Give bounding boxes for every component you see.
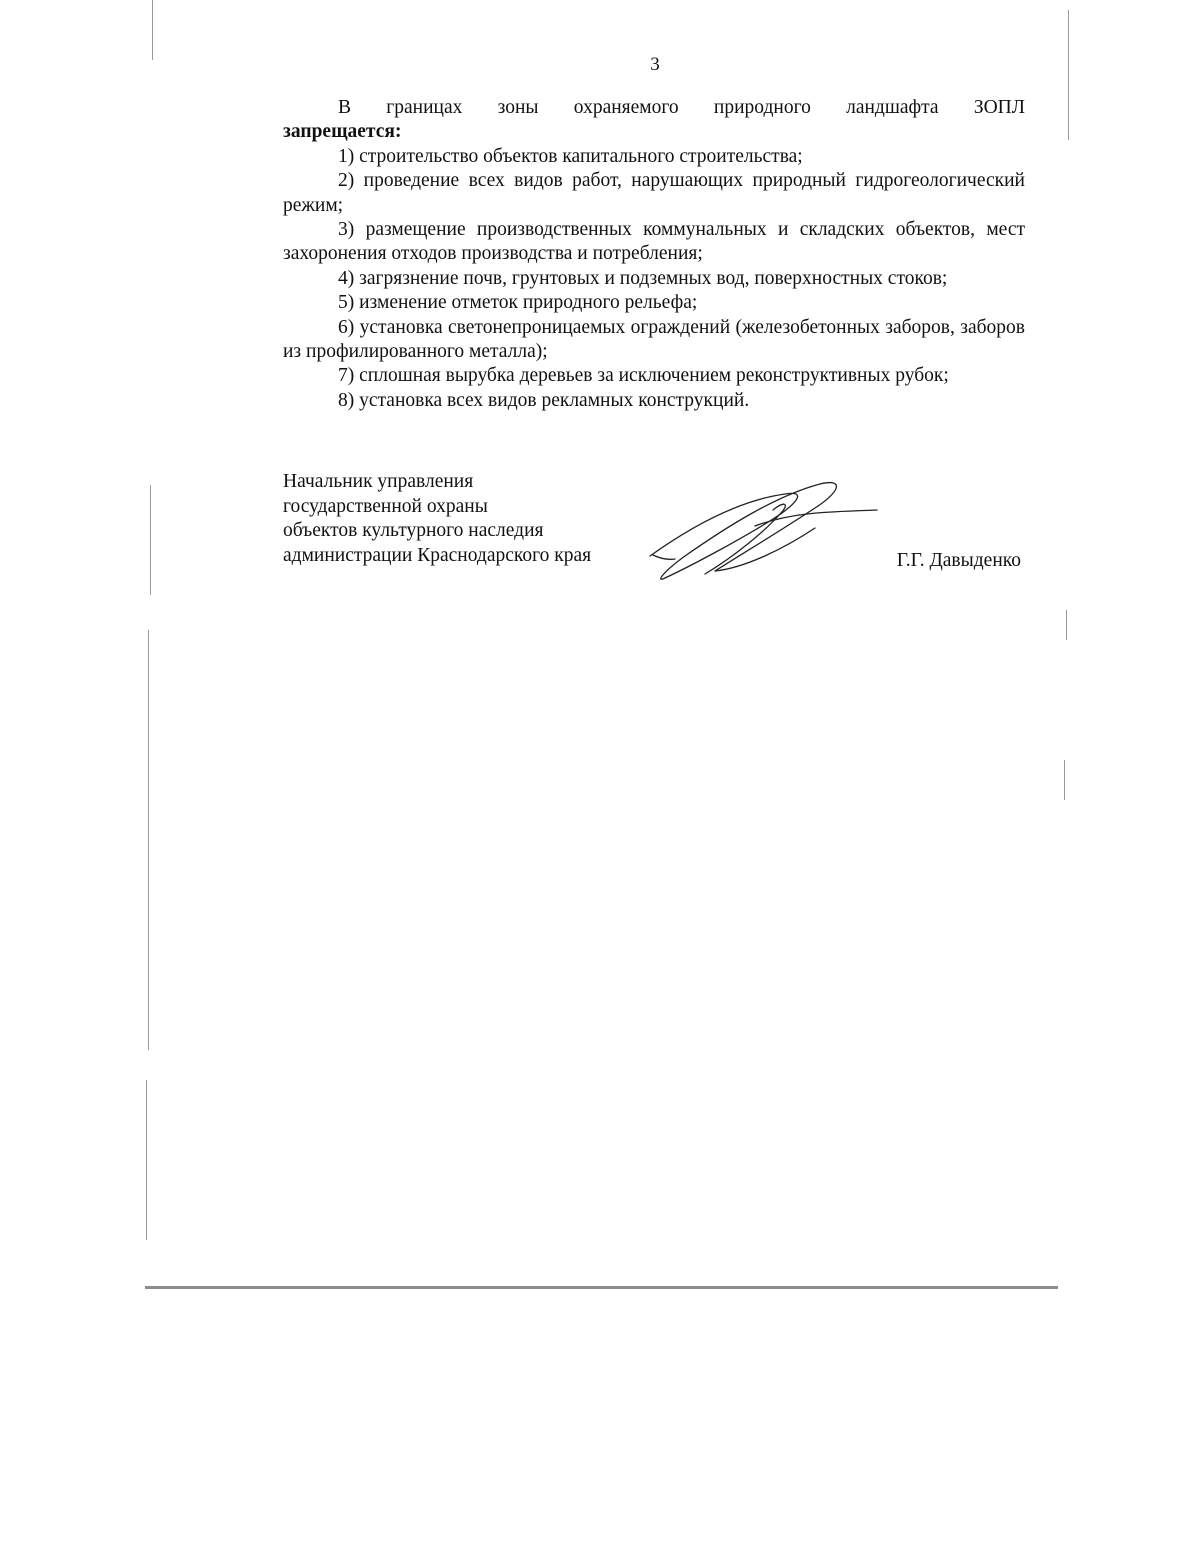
list-item: 2) проведение всех видов работ, нарушающих природный гидрогеологический режим;: [283, 170, 1025, 216]
signatory-title-line: государственной охраны: [283, 495, 488, 517]
intro-text: В границах зоны охраняемого природного ландшафта ЗОПЛ: [338, 97, 1025, 118]
list-item: 4) загрязнение почв, грунтовых и подземных вод, поверхностных стоков;: [338, 267, 948, 289]
list-item: 8) установка всех видов рекламных конструкций.: [338, 389, 750, 411]
signatory-title-line: администрации Краснодарского края: [283, 544, 592, 566]
list-item: 7) сплошная вырубка деревьев за исключением реконструктивных рубок;: [338, 365, 949, 387]
prohibited-label: запрещается:: [283, 121, 402, 143]
list-item: 5) изменение отметок природного рельефа;: [338, 292, 698, 314]
signatory-title-line: объектов культурного наследия: [283, 520, 544, 541]
scan-edge-left: [146, 1080, 147, 1240]
scan-edge-left: [152, 0, 153, 60]
handwritten-signature: [645, 476, 885, 588]
intro-paragraph: [283, 96, 1025, 120]
scan-edge-left: [150, 485, 151, 595]
document-body: [283, 96, 1025, 413]
signatory-title-line: Начальник управления: [283, 471, 474, 492]
scan-edge-right: [1066, 610, 1067, 640]
signatory-name: Г.Г. Давыденко: [896, 550, 1021, 571]
list-item: 6) установка светонепроницаемых ограждений (железобетонных заборов, заборов из профилированного металла);: [283, 316, 1025, 363]
scan-edge-left: [148, 630, 149, 1050]
intro-emphasis: [283, 120, 1025, 144]
list-item: 1) строительство объектов капитального строительства;: [338, 145, 803, 167]
page-bottom-rule: [145, 1286, 1058, 1289]
page-number: 3: [650, 54, 660, 75]
list-item: 3) размещение производственных коммунальных и складских объектов, мест захоронения отходов производства и потребления;: [283, 219, 1025, 265]
scan-edge-right: [1064, 760, 1065, 800]
